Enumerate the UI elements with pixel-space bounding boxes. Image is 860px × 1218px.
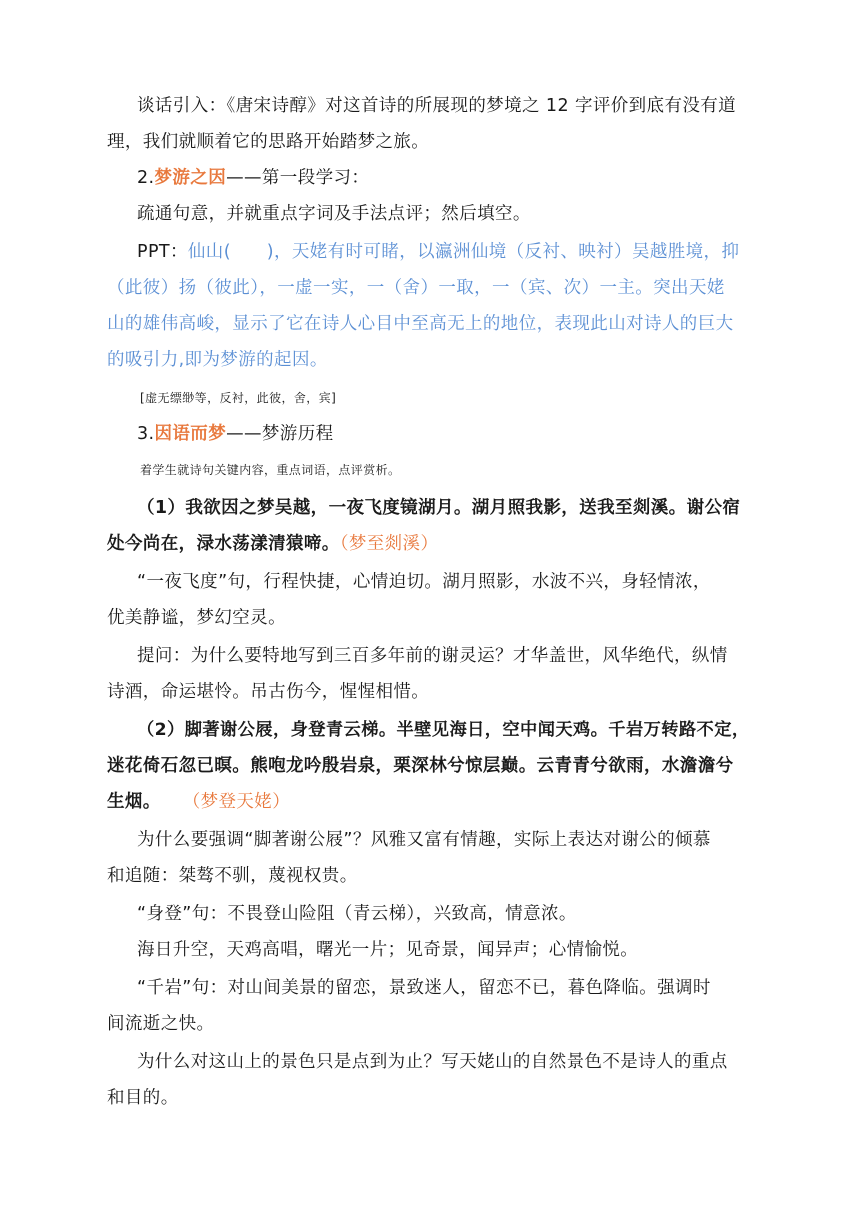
comment-7-line-1: 为什么对这山上的景色只是点到为止？写天姥山的自然景色不是诗人的重点 [137,1052,728,1072]
intro-line-2: 理，我们就顺着它的思路开始踏梦之旅。 [107,132,430,152]
poem-excerpt-2-line-3: 生烟。 （梦登天姥） [107,792,291,812]
comment-4: “身登”句：不畏登山险阻（青云梯），兴致高，情意浓。 [137,904,577,924]
ppt-label: PPT： [137,242,188,262]
answer-key: [虚无缥缈等，反衬，此彼，舍，宾] [140,391,337,405]
comment-6-line-2: 间流逝之快。 [107,1014,215,1034]
comment-2-line-1: 提问：为什么要特地写到三百多年前的谢灵运？才华盖世，风华绝代，纵情 [137,646,728,666]
comment-1-line-2: 优美静谧，梦幻空灵。 [107,608,286,628]
section-2-title: 梦游之因 [154,168,227,188]
poem-excerpt-1-line-2: 处今尚在，渌水荡漾清猿啼。（梦至剡溪） [107,534,439,554]
comment-2-line-2: 诗酒，命运堪怜。吊古伤今，惺惺相惜。 [107,682,430,702]
section-3-description: 着学生就诗句关键内容，重点词语，点评赏析。 [140,463,401,477]
section-2-description: 疏通句意，并就重点字词及手法点评；然后填空。 [137,204,531,224]
ppt-line-1: PPT：仙山( )，天姥有时可睹，以瀛洲仙境（反衬、映衬）吴越胜境，抑 [137,242,740,262]
comment-3-line-1: 为什么要强调“脚著谢公屐”？风雅又富有情趣，实际上表达对谢公的倾慕 [137,830,711,850]
comment-1-line-1: “一夜飞度”句，行程快捷，心情迫切。湖月照影，水波不兴，身轻情浓， [137,572,711,592]
ppt-line-4: 的吸引力,即为梦游的起因。 [107,350,328,370]
comment-5: 海日升空，天鸡高唱，曙光一片；见奇景，闻异声；心情愉悦。 [137,940,639,960]
ppt-line-2: （此彼）扬（彼此），一虚一实，一（舍）一取，一（宾、次）一主。突出天姥 [107,278,725,298]
intro-line-1: 谈话引入：《唐宋诗醇》对这首诗的所展现的梦境之 12 字评价到底有没有道 [137,96,737,116]
section-3-heading: 3.因语而梦——梦游历程 [137,424,334,444]
poem-excerpt-2-line-2: 迷花倚石忽已暝。熊咆龙吟殷岩泉，栗深林兮惊层巅。云青青兮欲雨，水澹澹兮 [107,756,734,776]
section-2-heading: 2.梦游之因——第一段学习： [137,168,370,188]
section-3-title: 因语而梦 [154,424,227,444]
poem-excerpt-1-line-1: （1）我欲因之梦吴越，一夜飞度镜湖月。湖月照我影，送我至剡溪。谢公宿 [137,498,741,518]
comment-7-line-2: 和目的。 [107,1088,179,1108]
excerpt-2-tag: （梦登天姥） [182,792,291,812]
ppt-line-3: 山的雄伟高峻，显示了它在诗人心目中至高无上的地位，表现此山对诗人的巨大 [107,314,734,334]
poem-excerpt-2-line-1: （2）脚著谢公屐，身登青云梯。半壁见海日，空中闻天鸡。千岩万转路不定， [137,720,750,740]
comment-3-line-2: 和追随：桀骜不驯，蔑视权贵。 [107,866,358,886]
excerpt-1-tag: （梦至剡溪） [339,534,439,554]
comment-6-line-1: “千岩”句：对山间美景的留恋，景致迷人，留恋不已，暮色降临。强调时 [137,978,711,998]
